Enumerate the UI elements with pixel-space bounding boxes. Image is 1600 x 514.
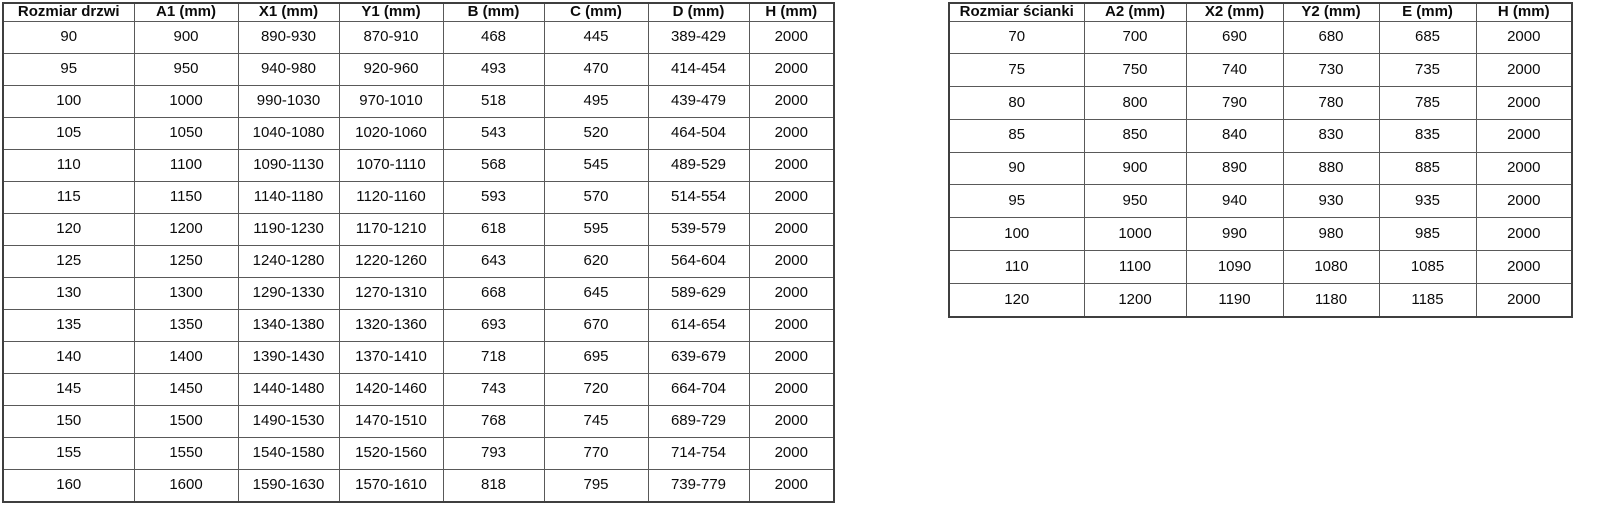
table-cell: 1470-1510 xyxy=(339,405,443,437)
table-cell: 414-454 xyxy=(648,53,749,85)
table-cell: 985 xyxy=(1379,218,1476,251)
table-cell: 2000 xyxy=(1476,152,1572,185)
table-cell: 685 xyxy=(1379,21,1476,54)
table-cell: 618 xyxy=(443,213,544,245)
table-cell: 743 xyxy=(443,373,544,405)
table-cell: 668 xyxy=(443,277,544,309)
table-cell: 115 xyxy=(3,181,134,213)
table-cell: 2000 xyxy=(749,245,834,277)
table-cell: 1370-1410 xyxy=(339,341,443,373)
table-cell: 1490-1530 xyxy=(238,405,339,437)
table-cell: 639-679 xyxy=(648,341,749,373)
column-header: X1 (mm) xyxy=(238,3,339,21)
table-cell: 2000 xyxy=(749,181,834,213)
table-row xyxy=(3,309,834,341)
table-cell: 970-1010 xyxy=(339,85,443,117)
table-cell: 745 xyxy=(544,405,648,437)
table-cell: 95 xyxy=(3,53,134,85)
table-cell: 593 xyxy=(443,181,544,213)
column-header: A1 (mm) xyxy=(134,3,238,21)
table-cell: 935 xyxy=(1379,185,1476,218)
table-cell: 1540-1580 xyxy=(238,437,339,469)
table-cell: 2000 xyxy=(749,149,834,181)
table-cell: 543 xyxy=(443,117,544,149)
table-cell: 680 xyxy=(1283,21,1379,54)
table-cell: 920-960 xyxy=(339,53,443,85)
table-cell: 689-729 xyxy=(648,405,749,437)
column-header: Rozmiar drzwi xyxy=(3,3,134,21)
table-cell: 1040-1080 xyxy=(238,117,339,149)
table-cell: 2000 xyxy=(749,309,834,341)
table-cell: 940-980 xyxy=(238,53,339,85)
table-row xyxy=(3,277,834,309)
table-cell: 439-479 xyxy=(648,85,749,117)
table-cell: 818 xyxy=(443,469,544,502)
table-cell: 2000 xyxy=(1476,218,1572,251)
table-row xyxy=(3,341,834,373)
table-row xyxy=(3,469,834,502)
table-cell: 800 xyxy=(1084,87,1186,120)
table-cell: 564-604 xyxy=(648,245,749,277)
table-cell: 545 xyxy=(544,149,648,181)
table-cell: 1250 xyxy=(134,245,238,277)
table-cell: 870-910 xyxy=(339,21,443,53)
table-cell: 1400 xyxy=(134,341,238,373)
table-row xyxy=(949,119,1572,152)
column-header: H (mm) xyxy=(1476,3,1572,21)
table-cell: 95 xyxy=(949,185,1084,218)
table-cell: 1000 xyxy=(134,85,238,117)
table-cell: 950 xyxy=(134,53,238,85)
table-cell: 1590-1630 xyxy=(238,469,339,502)
table-cell: 1180 xyxy=(1283,283,1379,317)
table-cell: 1270-1310 xyxy=(339,277,443,309)
table-cell: 2000 xyxy=(749,373,834,405)
table-cell: 120 xyxy=(949,283,1084,317)
table-cell: 1090-1130 xyxy=(238,149,339,181)
door-table-header-row xyxy=(3,3,834,21)
table-row xyxy=(3,85,834,117)
table-cell: 1100 xyxy=(1084,250,1186,283)
table-cell: 110 xyxy=(949,250,1084,283)
table-cell: 1440-1480 xyxy=(238,373,339,405)
table-cell: 1350 xyxy=(134,309,238,341)
table-row xyxy=(3,405,834,437)
table-row xyxy=(949,152,1572,185)
table-cell: 900 xyxy=(1084,152,1186,185)
column-header: C (mm) xyxy=(544,3,648,21)
table-cell: 1550 xyxy=(134,437,238,469)
table-cell: 1140-1180 xyxy=(238,181,339,213)
table-cell: 495 xyxy=(544,85,648,117)
table-row xyxy=(949,54,1572,87)
table-cell: 840 xyxy=(1186,119,1283,152)
table-cell: 770 xyxy=(544,437,648,469)
table-cell: 1185 xyxy=(1379,283,1476,317)
table-cell: 135 xyxy=(3,309,134,341)
table-cell: 518 xyxy=(443,85,544,117)
table-cell: 780 xyxy=(1283,87,1379,120)
table-cell: 570 xyxy=(544,181,648,213)
table-cell: 1150 xyxy=(134,181,238,213)
table-cell: 2000 xyxy=(749,341,834,373)
table-cell: 2000 xyxy=(1476,283,1572,317)
table-cell: 470 xyxy=(544,53,648,85)
table-cell: 595 xyxy=(544,213,648,245)
table-cell: 1050 xyxy=(134,117,238,149)
table-cell: 880 xyxy=(1283,152,1379,185)
table-row xyxy=(3,117,834,149)
table-row xyxy=(949,87,1572,120)
table-cell: 830 xyxy=(1283,119,1379,152)
table-cell: 2000 xyxy=(1476,21,1572,54)
table-cell: 695 xyxy=(544,341,648,373)
table-cell: 735 xyxy=(1379,54,1476,87)
table-cell: 2000 xyxy=(1476,119,1572,152)
table-cell: 768 xyxy=(443,405,544,437)
table-cell: 2000 xyxy=(1476,185,1572,218)
table-cell: 493 xyxy=(443,53,544,85)
table-cell: 714-754 xyxy=(648,437,749,469)
table-cell: 1340-1380 xyxy=(238,309,339,341)
table-cell: 1080 xyxy=(1283,250,1379,283)
table-cell: 160 xyxy=(3,469,134,502)
table-cell: 990 xyxy=(1186,218,1283,251)
table-row xyxy=(3,21,834,53)
table-cell: 130 xyxy=(3,277,134,309)
table-cell: 730 xyxy=(1283,54,1379,87)
table-row xyxy=(949,185,1572,218)
table-cell: 850 xyxy=(1084,119,1186,152)
column-header: H (mm) xyxy=(749,3,834,21)
table-cell: 100 xyxy=(3,85,134,117)
column-header: Y2 (mm) xyxy=(1283,3,1379,21)
table-cell: 100 xyxy=(949,218,1084,251)
table-row xyxy=(949,218,1572,251)
column-header: X2 (mm) xyxy=(1186,3,1283,21)
table-row xyxy=(949,283,1572,317)
table-cell: 90 xyxy=(3,21,134,53)
table-cell: 670 xyxy=(544,309,648,341)
table-cell: 1200 xyxy=(134,213,238,245)
table-cell: 105 xyxy=(3,117,134,149)
table-cell: 643 xyxy=(443,245,544,277)
table-cell: 693 xyxy=(443,309,544,341)
table-cell: 568 xyxy=(443,149,544,181)
table-cell: 1100 xyxy=(134,149,238,181)
table-cell: 1520-1560 xyxy=(339,437,443,469)
table-cell: 793 xyxy=(443,437,544,469)
table-cell: 790 xyxy=(1186,87,1283,120)
table-cell: 1450 xyxy=(134,373,238,405)
table-cell: 795 xyxy=(544,469,648,502)
table-cell: 1220-1260 xyxy=(339,245,443,277)
column-header: Y1 (mm) xyxy=(339,3,443,21)
table-cell: 2000 xyxy=(749,437,834,469)
table-row xyxy=(3,181,834,213)
table-row xyxy=(3,213,834,245)
wall-sizes-table xyxy=(948,2,1573,318)
table-cell: 835 xyxy=(1379,119,1476,152)
table-row xyxy=(3,437,834,469)
table-cell: 900 xyxy=(134,21,238,53)
table-cell: 1290-1330 xyxy=(238,277,339,309)
table-cell: 140 xyxy=(3,341,134,373)
table-cell: 589-629 xyxy=(648,277,749,309)
table-cell: 2000 xyxy=(749,213,834,245)
table-cell: 1240-1280 xyxy=(238,245,339,277)
table-row xyxy=(949,250,1572,283)
table-cell: 1120-1160 xyxy=(339,181,443,213)
table-cell: 890 xyxy=(1186,152,1283,185)
table-cell: 990-1030 xyxy=(238,85,339,117)
table-cell: 885 xyxy=(1379,152,1476,185)
table-cell: 614-654 xyxy=(648,309,749,341)
table-cell: 75 xyxy=(949,54,1084,87)
table-cell: 1000 xyxy=(1084,218,1186,251)
column-header: Rozmiar ścianki xyxy=(949,3,1084,21)
table-cell: 120 xyxy=(3,213,134,245)
table-row xyxy=(3,245,834,277)
table-cell: 740 xyxy=(1186,54,1283,87)
table-cell: 2000 xyxy=(749,53,834,85)
column-header: D (mm) xyxy=(648,3,749,21)
table-cell: 700 xyxy=(1084,21,1186,54)
table-row xyxy=(949,21,1572,54)
table-cell: 150 xyxy=(3,405,134,437)
table-cell: 1420-1460 xyxy=(339,373,443,405)
table-cell: 785 xyxy=(1379,87,1476,120)
table-cell: 1300 xyxy=(134,277,238,309)
table-cell: 514-554 xyxy=(648,181,749,213)
table-cell: 2000 xyxy=(749,405,834,437)
table-cell: 1170-1210 xyxy=(339,213,443,245)
table-cell: 2000 xyxy=(1476,87,1572,120)
table-cell: 1085 xyxy=(1379,250,1476,283)
wall-table-header-row xyxy=(949,3,1572,21)
table-cell: 739-779 xyxy=(648,469,749,502)
table-cell: 1190 xyxy=(1186,283,1283,317)
table-cell: 80 xyxy=(949,87,1084,120)
table-cell: 645 xyxy=(544,277,648,309)
table-row xyxy=(3,373,834,405)
table-cell: 155 xyxy=(3,437,134,469)
table-cell: 110 xyxy=(3,149,134,181)
table-cell: 1570-1610 xyxy=(339,469,443,502)
table-cell: 664-704 xyxy=(648,373,749,405)
table-cell: 389-429 xyxy=(648,21,749,53)
table-cell: 718 xyxy=(443,341,544,373)
table-cell: 1320-1360 xyxy=(339,309,443,341)
table-cell: 2000 xyxy=(749,277,834,309)
table-cell: 468 xyxy=(443,21,544,53)
table-cell: 620 xyxy=(544,245,648,277)
table-cell: 145 xyxy=(3,373,134,405)
table-cell: 1200 xyxy=(1084,283,1186,317)
table-cell: 1020-1060 xyxy=(339,117,443,149)
table-cell: 2000 xyxy=(1476,54,1572,87)
table-cell: 85 xyxy=(949,119,1084,152)
table-cell: 940 xyxy=(1186,185,1283,218)
table-cell: 1600 xyxy=(134,469,238,502)
table-cell: 890-930 xyxy=(238,21,339,53)
table-cell: 539-579 xyxy=(648,213,749,245)
table-cell: 1070-1110 xyxy=(339,149,443,181)
table-cell: 445 xyxy=(544,21,648,53)
table-cell: 2000 xyxy=(749,117,834,149)
door-sizes-table xyxy=(2,2,835,503)
table-cell: 125 xyxy=(3,245,134,277)
table-cell: 2000 xyxy=(749,21,834,53)
table-cell: 2000 xyxy=(749,469,834,502)
column-header: B (mm) xyxy=(443,3,544,21)
table-cell: 464-504 xyxy=(648,117,749,149)
table-cell: 2000 xyxy=(749,85,834,117)
table-cell: 720 xyxy=(544,373,648,405)
table-row xyxy=(3,53,834,85)
table-cell: 950 xyxy=(1084,185,1186,218)
table-cell: 520 xyxy=(544,117,648,149)
table-cell: 930 xyxy=(1283,185,1379,218)
table-cell: 1500 xyxy=(134,405,238,437)
table-cell: 2000 xyxy=(1476,250,1572,283)
table-cell: 980 xyxy=(1283,218,1379,251)
table-cell: 690 xyxy=(1186,21,1283,54)
table-cell: 489-529 xyxy=(648,149,749,181)
table-cell: 1090 xyxy=(1186,250,1283,283)
table-row xyxy=(3,149,834,181)
column-header: E (mm) xyxy=(1379,3,1476,21)
table-cell: 1390-1430 xyxy=(238,341,339,373)
table-cell: 70 xyxy=(949,21,1084,54)
table-cell: 750 xyxy=(1084,54,1186,87)
table-cell: 1190-1230 xyxy=(238,213,339,245)
table-cell: 90 xyxy=(949,152,1084,185)
column-header: A2 (mm) xyxy=(1084,3,1186,21)
